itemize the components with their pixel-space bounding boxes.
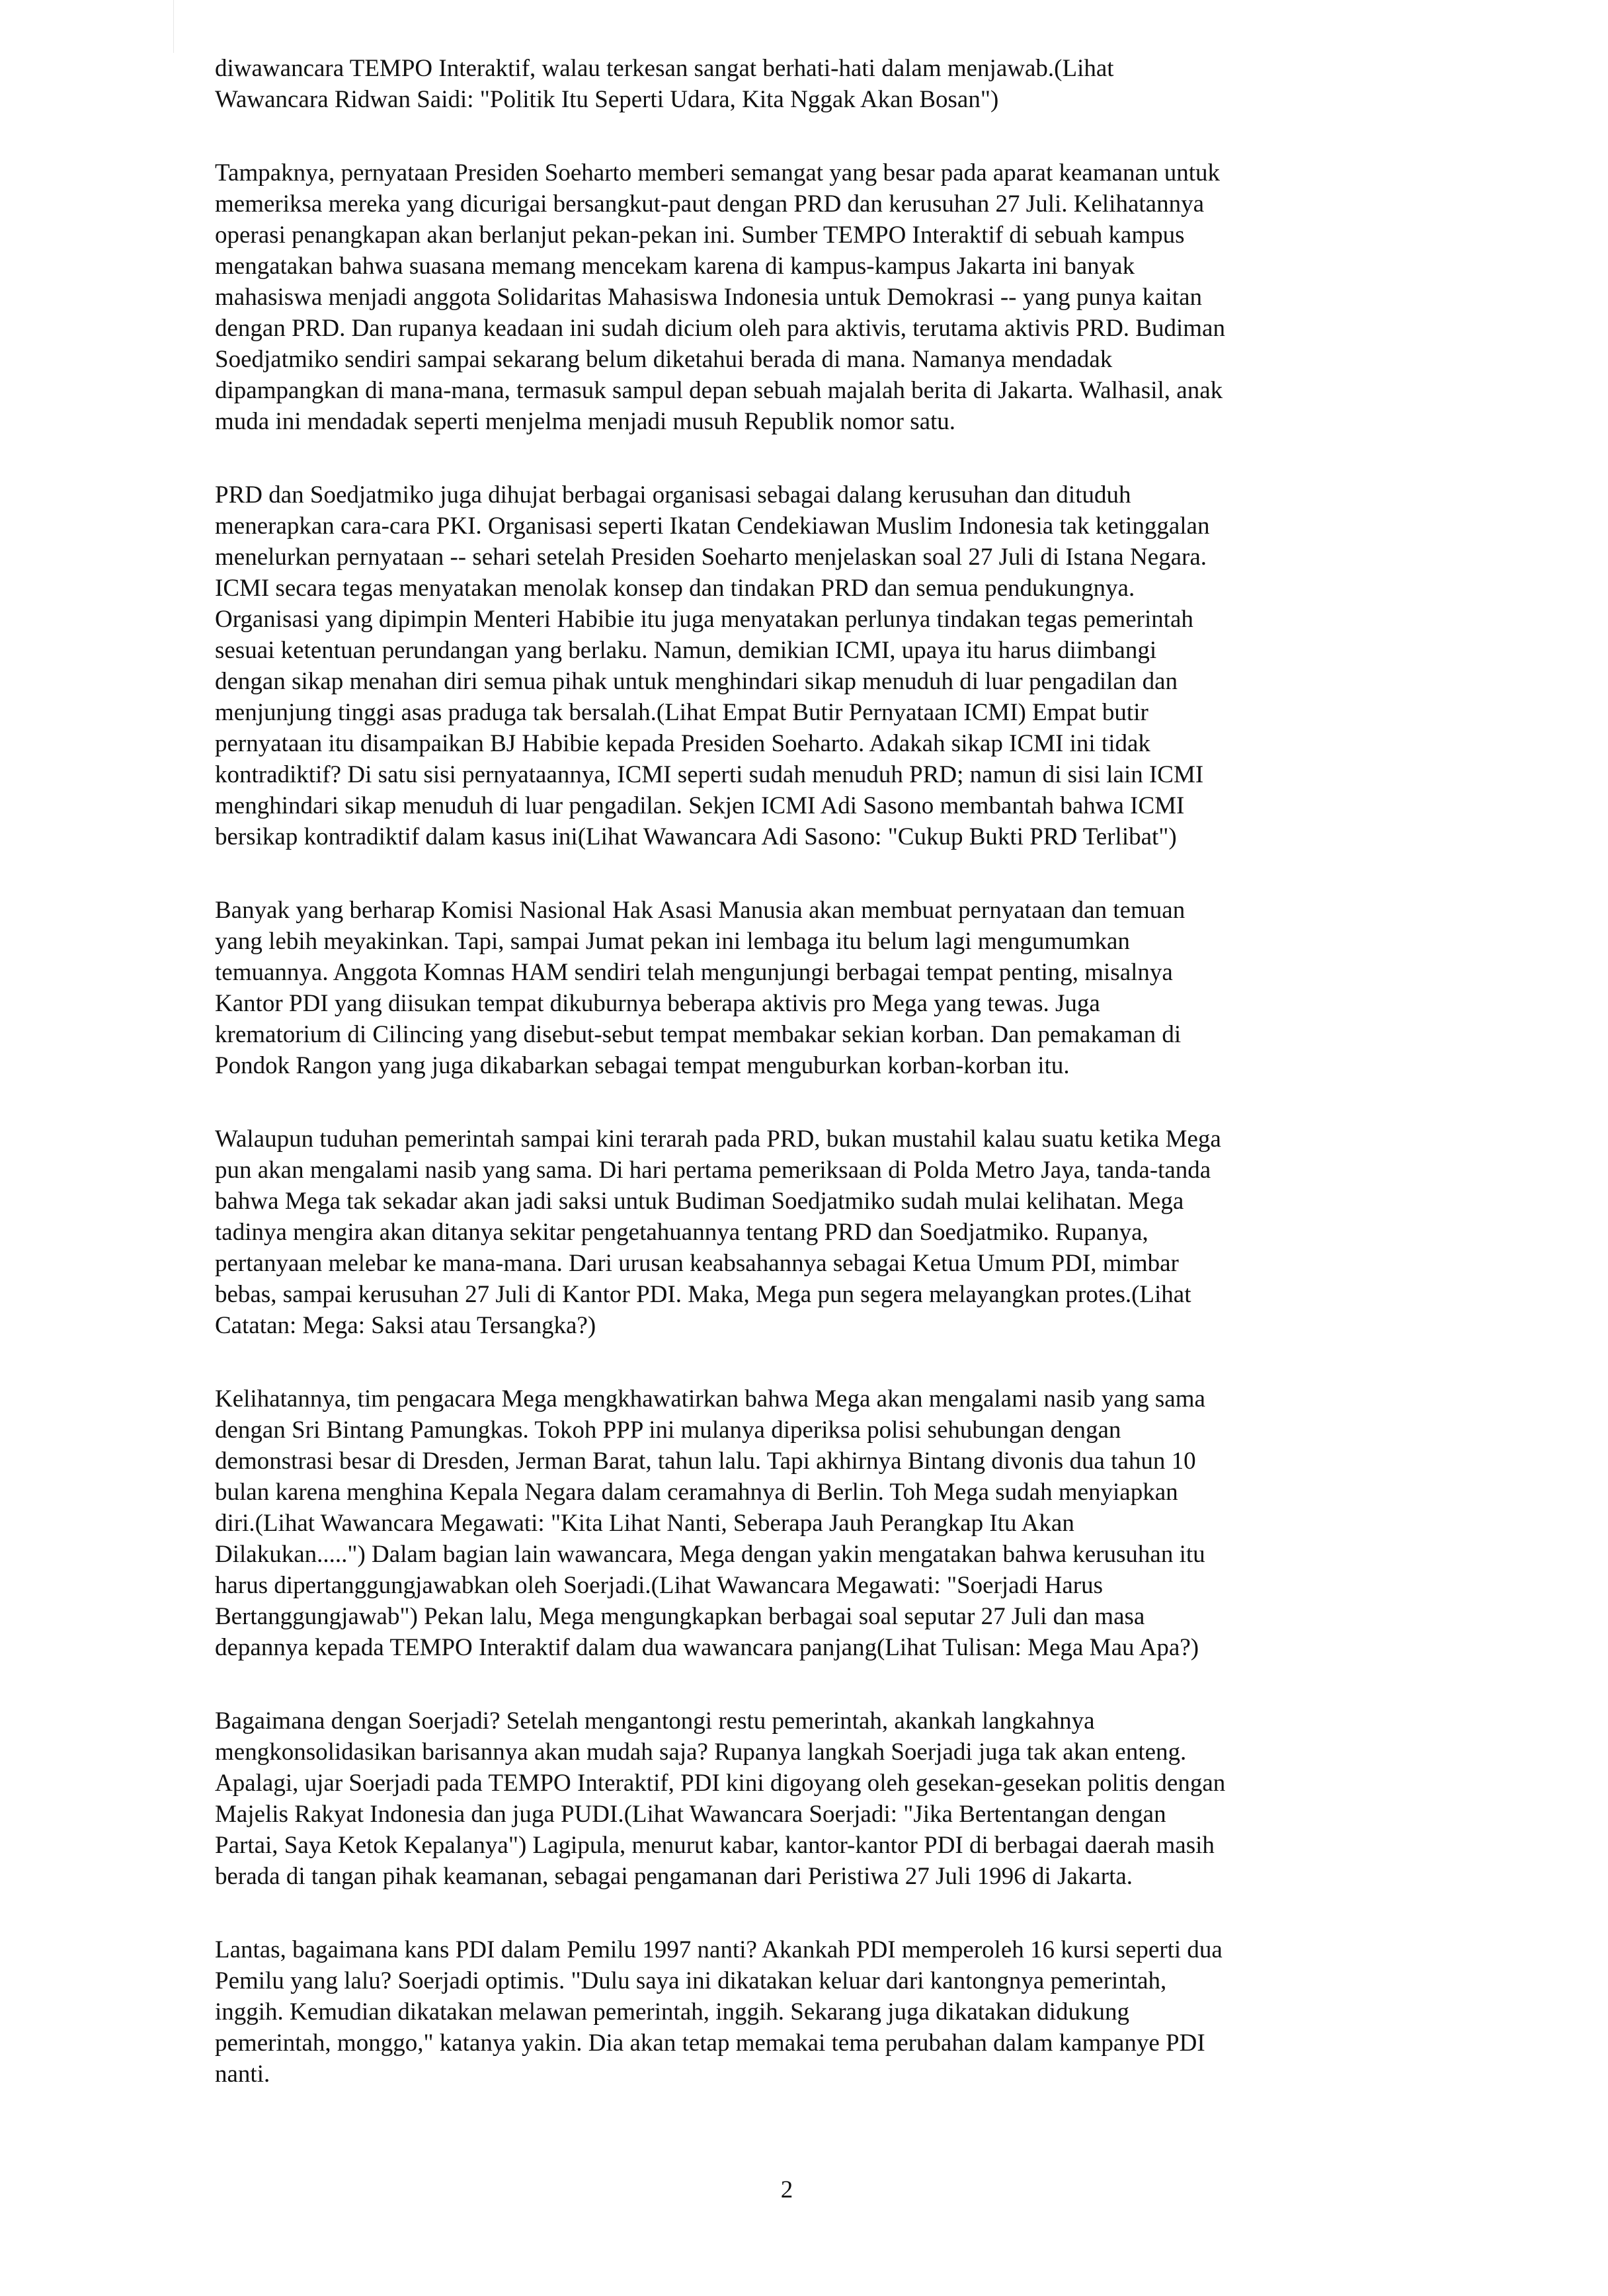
paragraph-2: Tampaknya, pernyataan Presiden Soeharto memberi semangat yang besar pada aparat keamanan untuk memeriksa mereka yang dicurigai bersangkut-paut dengan PRD dan kerusuhan 27 Juli. Kelihatannya operasi penangkapan akan berlanjut pekan-pekan ini. Sumber TEMPO Interaktif di sebuah kampus mengatakan bahwa suasana memang mencekam karena di kampus-kampus Jakarta ini banyak mahasiswa menjadi anggota Solidaritas Mahasiswa Indonesia untuk Demokrasi -- yang punya kaitan dengan PRD. Dan rupanya keadaan ini sudah dicium oleh para aktivis, terutama aktivis PRD. Budiman Soedjatmiko sendiri sampai sekarang belum diketahui berada di mana. Namanya mendadak dipampangkan di mana-mana, termasuk sampul depan sebuah majalah berita di Jakarta. Walhasil, anak muda ini mendadak seperti menjelma menjadi musuh Republik nomor satu. (215, 159, 1225, 435)
paragraph-1: diwawancara TEMPO Interaktif, walau terkesan sangat berhati-hati dalam menjawab.(Lihat Wawancara Ridwan Saidi: "Politik Itu Seperti Udara, Kita Nggak Akan Bosan") (215, 55, 1114, 113)
paragraph-4: Banyak yang berharap Komisi Nasional Hak Asasi Manusia akan membuat pernyataan dan temuan yang lebih meyakinkan. Tapi, sampai Jumat pekan ini lembaga itu belum lagi mengumumkan temuannya. Anggota Komnas HAM sendiri telah mengunjungi berbagai tempat penting, misalnya Kantor PDI yang diisukan tempat dikuburnya beberapa aktivis pro Mega yang tewas. Juga krematorium di Cilincing yang disebut-sebut tempat membakar sekian korban. Dan pemakaman di Pondok Rangon yang juga dikabarkan sebagai tempat menguburkan korban-korban itu. (215, 897, 1186, 1079)
page-number: 2 (780, 2176, 793, 2203)
paragraph-7: Bagaimana dengan Soerjadi? Setelah mengantongi restu pemerintah, akankah langkahnya mengkonsolidasikan barisannya akan mudah saja? Rupanya langkah Soerjadi juga tak akan enteng. Apalagi, ujar Soerjadi pada TEMPO Interaktif, PDI kini digoyang oleh gesekan-gesekan politis dengan Majelis Rakyat Indonesia dan juga PUDI.(Lihat Wawancara Soerjadi: "Jika Bertentangan dengan Partai, Saya Ketok Kepalanya") Lagipula, menurut kabar, kantor-kantor PDI di berbagai daerah masih berada di tangan pihak keamanan, sebagai pengamanan dari Peristiwa 27 Juli 1996 di Jakarta. (215, 1707, 1226, 1890)
scan-margin-line (173, 0, 174, 53)
paragraph-5: Walaupun tuduhan pemerintah sampai kini terarah pada PRD, bukan mustahil kalau suatu ketika Mega pun akan mengalami nasib yang sama. Di hari pertama pemeriksaan di Polda Metro Jaya, tanda-tanda bahwa Mega tak sekadar akan jadi saksi untuk Budiman Soedjatmiko sudah mulai kelihatan. Mega tadinya mengira akan ditanya sekitar pengetahuannya tentang PRD dan Soedjatmiko. Rupanya, pertanyaan melebar ke mana-mana. Dari urusan keabsahannya sebagai Ketua Umum PDI, mimbar bebas, sampai kerusuhan 27 Juli di Kantor PDI. Maka, Mega pun segera melayangkan protes.(Lihat Catatan: Mega: Saksi atau Tersangka?) (215, 1126, 1221, 1339)
paragraph-6: Kelihatannya, tim pengacara Mega mengkhawatirkan bahwa Mega akan mengalami nasib yang sama dengan Sri Bintang Pamungkas. Tokoh PPP ini mulanya diperiksa polisi sehubungan dengan demonstrasi besar di Dresden, Jerman Barat, tahun lalu. Tapi akhirnya Bintang divonis dua tahun 10 bulan karena menghina Kepala Negara dalam ceramahnya di Berlin. Toh Mega sudah menyiapkan diri.(Lihat Wawancara Megawati: "Kita Lihat Nanti, Seberapa Jauh Perangkap Itu Akan Dilakukan.....") Dalam bagian lain wawancara, Mega dengan yakin mengatakan bahwa kerusuhan itu harus dipertanggungjawabkan oleh Soerjadi.(Lihat Wawancara Megawati: "Soerjadi Harus Bertanggungjawab") Pekan lalu, Mega mengungkapkan berbagai soal seputar 27 Juli dan masa depannya kepada TEMPO Interaktif dalam dua wawancara panjang(Lihat Tulisan: Mega Mau Apa?) (215, 1385, 1205, 1661)
article-body (215, 53, 1438, 2132)
paragraph-8: Lantas, bagaimana kans PDI dalam Pemilu 1997 nanti? Akankah PDI memperoleh 16 kursi seperti dua Pemilu yang lalu? Soerjadi optimis. "Dulu saya ini dikatakan keluar dari kantongnya pemerintah, inggih. Kemudian dikatakan melawan pemerintah, inggih. Sekarang juga dikatakan didukung pemerintah, monggo," katanya yakin. Dia akan tetap memakai tema perubahan dalam kampanye PDI nanti. (215, 1936, 1223, 2088)
paragraph-3: PRD dan Soedjatmiko juga dihujat berbagai organisasi sebagai dalang kerusuhan dan dituduh menerapkan cara-cara PKI. Organisasi seperti Ikatan Cendekiawan Muslim Indonesia tak ketinggalan menelurkan pernyataan -- sehari setelah Presiden Soeharto menjelaskan soal 27 Juli di Istana Negara. ICMI secara tegas menyatakan menolak konsep dan tindakan PRD dan semua pendukungnya. Organisasi yang dipimpin Menteri Habibie itu juga menyatakan perlunya tindakan tegas pemerintah sesuai ketentuan perundangan yang berlaku. Namun, demikian ICMI, upaya itu harus diimbangi dengan sikap menahan diri semua pihak untuk menghindari sikap menuduh di luar pengadilan dan menjunjung tinggi asas praduga tak bersalah.(Lihat Empat Butir Pernyataan ICMI) Empat butir pernyataan itu disampaikan BJ Habibie kepada Presiden Soeharto. Adakah sikap ICMI ini tidak kontradiktif? Di satu sisi pernyataannya, ICMI seperti sudah menuduh PRD; namun di sisi lain ICMI menghindari sikap menuduh di luar pengadilan. Sekjen ICMI Adi Sasono membantah bahwa ICMI bersikap kontradiktif dalam kasus ini(Lihat Wawancara Adi Sasono: "Cukup Bukti PRD Terlibat") (215, 481, 1210, 850)
